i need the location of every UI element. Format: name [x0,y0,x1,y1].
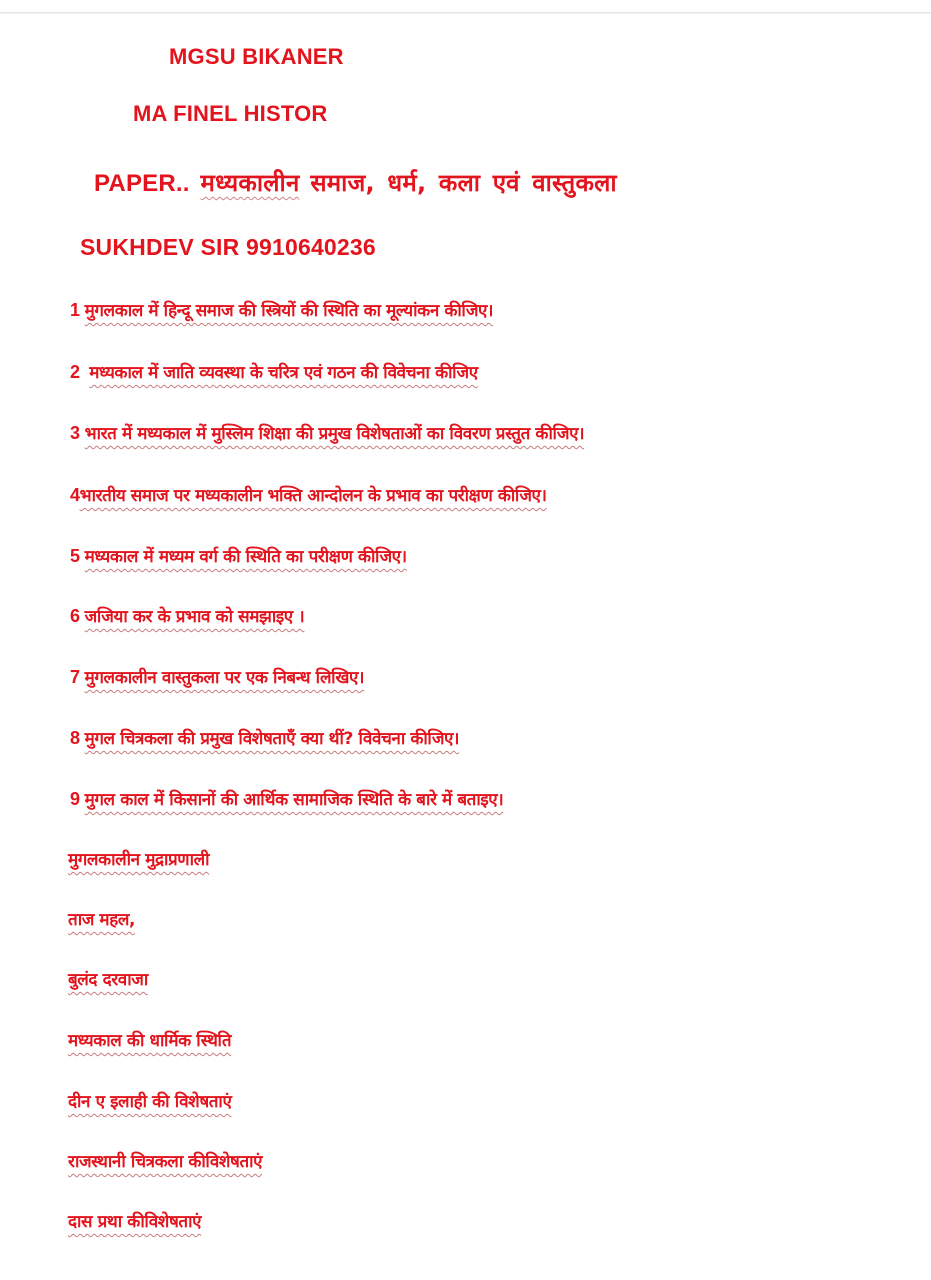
question-text: मुगल काल में किसानों की आर्थिक सामाजिक स्थिति के बारे में बताइए। [84,790,504,810]
teacher-contact: SUKHDEV SIR 9910640236 [80,234,376,260]
question-item [70,544,407,567]
short-topic-item: ताज महल, [68,910,136,930]
question-item [70,726,459,749]
question-text: भारतीय समाज पर मध्यकालीन भक्ति आन्दोलन के प्रभाव का परीक्षण कीजिए। [79,486,547,506]
question-number: 7 [70,667,80,687]
short-topic-item: मुगलकालीन मुद्राप्रणाली [68,850,210,870]
question-number: 2 [70,362,85,382]
question-text: मध्यकाल में जाति व्यवस्था के चरित्र एवं गठन की विवेचना कीजिए [89,363,478,383]
short-topic-item: मध्यकाल की धार्मिक स्थिति [68,1031,232,1051]
top-edge-bar [0,0,931,13]
question-item [70,298,493,321]
question-number: 4 [70,485,80,505]
question-text: मुगलकाल में हिन्दू समाज की स्त्रियों की स्थिति का मूल्यांकन कीजिए। [84,301,494,321]
question-item [70,421,584,444]
question-text: मध्यकाल में मध्यम वर्ग की स्थिति का परीक्षण कीजिए। [84,547,407,567]
question-number: 1 [70,300,80,320]
short-topic-item: बुलंद दरवाजा [68,970,148,990]
paper-prefix: PAPER.. [94,170,190,197]
question-item [70,787,503,810]
short-topic-item: दीन ए इलाही की विशेषताएं [68,1092,232,1112]
question-number: 5 [70,546,80,566]
question-item [70,483,547,506]
question-number: 9 [70,789,80,809]
question-item [70,360,478,383]
university-heading: MGSU BIKANER [169,44,344,69]
question-text: भारत में मध्यकाल में मुस्लिम शिक्षा की प्रमुख विशेषताओं का विवरण प्रस्तुत कीजिए। [84,424,585,444]
question-text: मुगलकालीन वास्तुकला पर एक निबन्ध लिखिए। [84,668,365,688]
paper-title [94,166,617,199]
paper-title-rest: समाज, धर्म, कला एवं वास्तुकला [310,169,617,197]
question-text: मुगल चित्रकला की प्रमुख विशेषताएँ क्या थीं? विवेचना कीजिए। [84,729,460,749]
question-item [70,604,304,627]
paper-title-word-misspelled: मध्यकालीन [200,169,300,197]
question-item [70,665,364,688]
short-topic-item: राजस्थानी चित्रकला कीविशेषताएं [68,1152,263,1172]
short-topic-item: दास प्रथा कीविशेषताएं [68,1212,202,1232]
question-number: 6 [70,606,80,626]
question-text: जजिया कर के प्रभाव को समझाइए । [84,607,305,627]
document-page [0,14,931,1280]
question-number: 3 [70,423,80,443]
course-heading: MA FINEL HISTOR [133,101,328,126]
question-number: 8 [70,728,80,748]
